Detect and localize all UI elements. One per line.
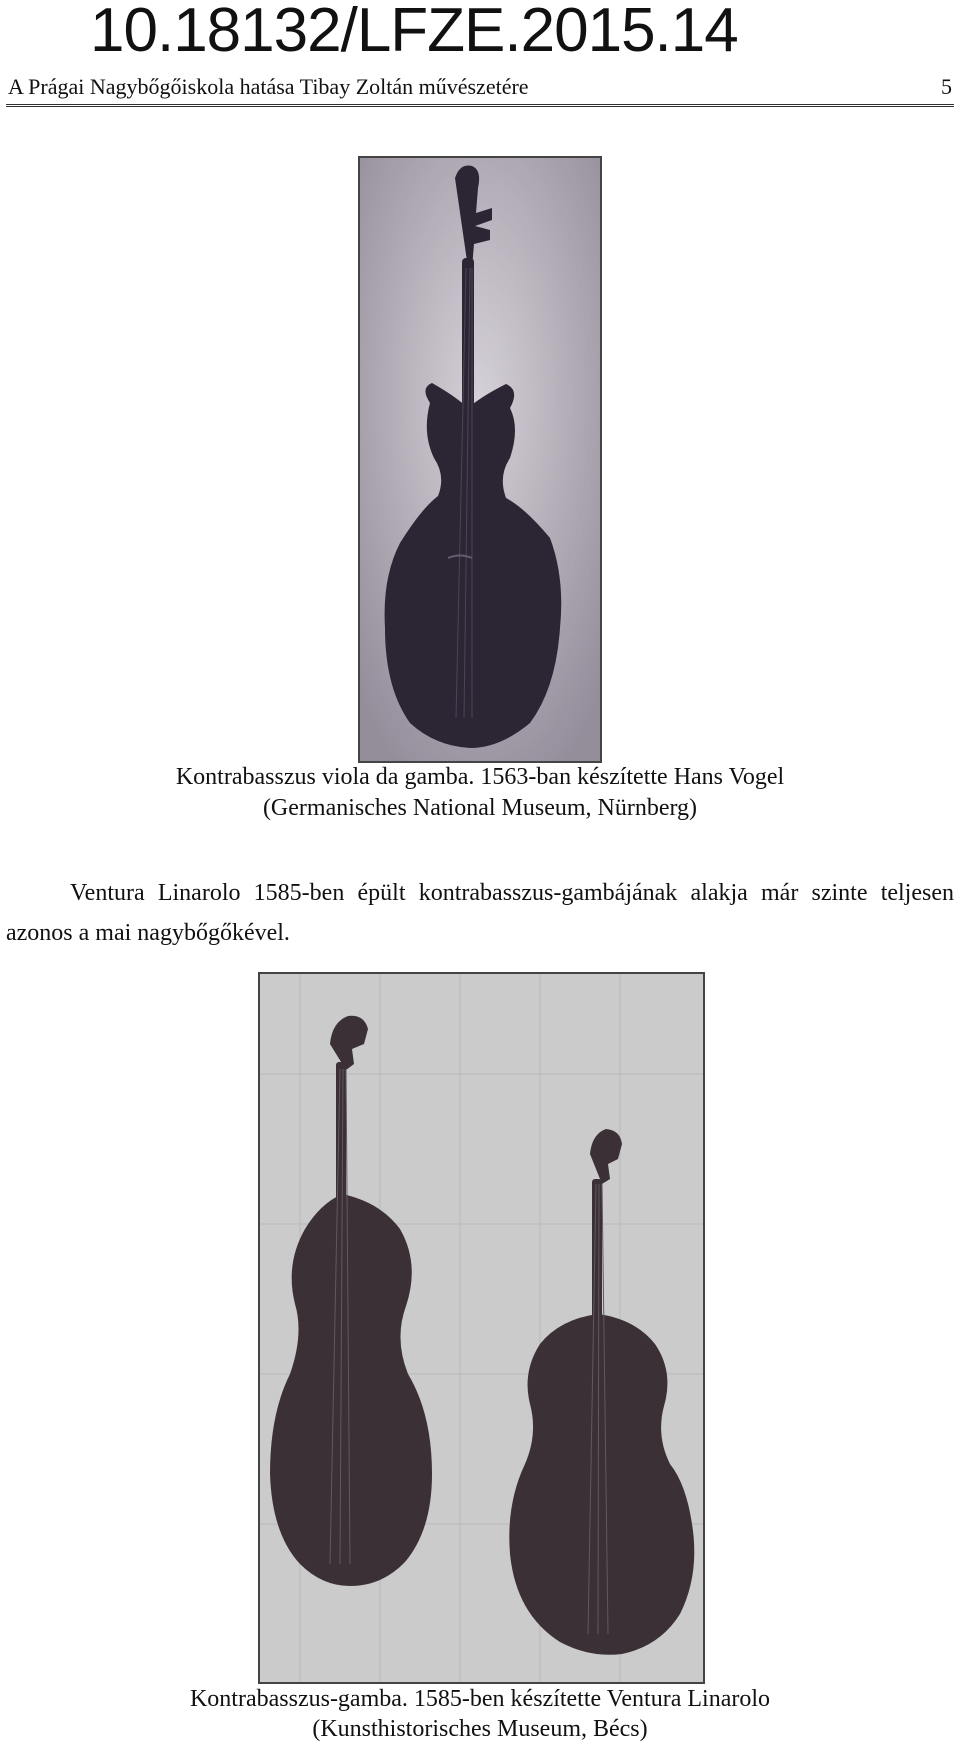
- page-number: 5: [941, 74, 952, 99]
- body-paragraph: [6, 873, 954, 953]
- viola-da-gamba-photo: [358, 156, 602, 763]
- running-header: [6, 74, 954, 107]
- header-title: A Prágai Nagybőgőiskola hatása Tibay Zoltán művészetére: [8, 74, 529, 99]
- figure2-caption-line2: (Kunsthistorisches Museum, Bécs): [312, 1716, 648, 1742]
- kontrabasszus-gamba-photo: [258, 972, 705, 1684]
- body-paragraph-text: Ventura Linarolo 1585-ben épült kontrabasszus-gambájának alakja már szinte teljesen azonos a mai nagybőgőkével.: [6, 880, 954, 946]
- figure2-caption-line1: Kontrabasszus-gamba. 1585-ben készítette Ventura Linarolo: [189, 1686, 771, 1712]
- doi-watermark: 10.18132/LFZE.2015.14: [90, 0, 738, 65]
- viola-da-gamba-image: [360, 158, 600, 761]
- figure1-caption-line2: (Germanisches National Museum, Nürnberg): [262, 795, 698, 821]
- figure1-caption-line1: Kontrabasszus viola da gamba. 1563-ban készítette Hans Vogel: [175, 764, 785, 790]
- kontrabasszus-gamba-image: [260, 974, 703, 1682]
